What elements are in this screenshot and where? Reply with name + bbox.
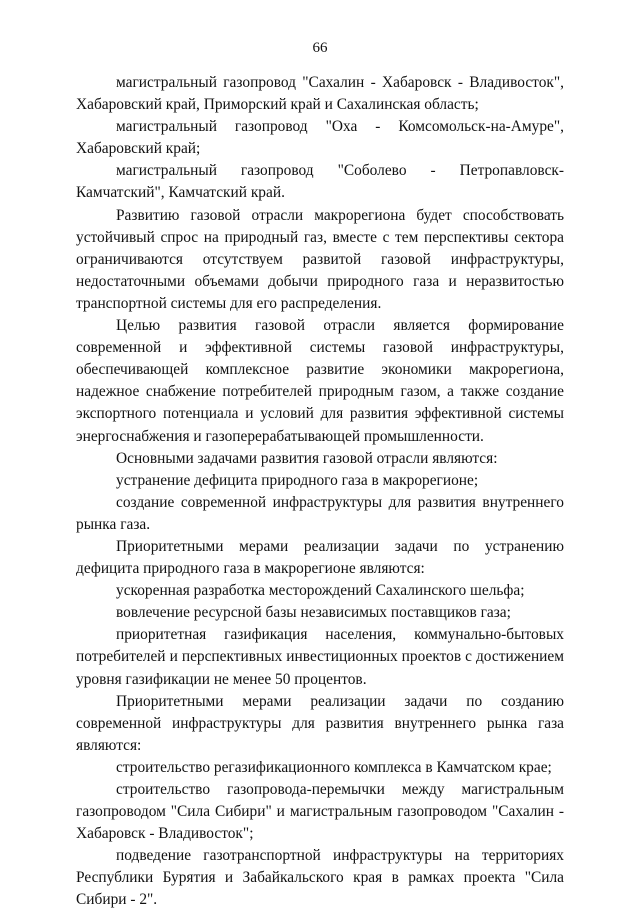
paragraph-infrastructure-measures-intro: Приоритетными мерами реализации задачи по созданию современной инфраструктуры для развития внутреннего рынка газа являются: xyxy=(76,692,564,754)
page-number: 66 xyxy=(312,40,328,56)
paragraph-pipeline-sakhalin: магистральный газопровод "Сахалин - Хабаровск - Владивосток", Хабаровский край, Приморский край и Сахалинская область; xyxy=(76,74,564,114)
paragraph-pipeline-okha: магистральный газопровод "Оха - Комсомольск-на-Амуре", Хабаровский край; xyxy=(76,118,564,158)
paragraph-measure-buryatia: подведение газотранспортной инфраструктуры на территориях Республики Бурятия и Забайкальского края в рамках проекта "Сила Сибири - 2". xyxy=(76,847,564,909)
paragraph-deficit-measures-intro: Приоритетными мерами реализации задачи по устранению дефицита природного газа в макрорегионе являются: xyxy=(76,537,564,578)
paragraph-main-tasks-intro: Основными задачами развития газовой отрасли являются: xyxy=(116,449,498,467)
paragraph-task-deficit: устранение дефицита природного газа в макрорегионе; xyxy=(116,471,479,489)
paragraph-pipeline-sobolevo: магистральный газопровод "Соболево - Петропавловск-Камчатский", Камчатский край. xyxy=(76,162,564,202)
document-body xyxy=(76,72,564,912)
paragraph-measure-shelf: ускоренная разработка месторождений Сахалинского шельфа; xyxy=(116,582,525,600)
paragraph-measure-interconnector: строительство газопровода-перемычки между магистральным газопроводом "Сила Сибири" и магистральным газопроводом "Сахалин - Хабаровск - Владивосток"; xyxy=(76,781,564,843)
paragraph-measure-regasification: строительство регазификационного комплекса в Камчатском крае; xyxy=(116,758,552,776)
paragraph-development-goal: Целью развития газовой отрасли является формирование современной и эффективной системы газовой инфраструктуры, обеспечивающей комплексное развитие экономики макрорегиона, надежное снабжение потребителей природным газом, а также создание экспортного потенциала и условий для развития эффективной системы энергоснабжения и газоперерабатывающей промышленности. xyxy=(76,317,564,445)
paragraph-task-infrastructure: создание современной инфраструктуры для развития внутреннего рынка газа. xyxy=(76,493,564,533)
paragraph-development-factors: Развитию газовой отрасли макрорегиона будет способствовать устойчивый спрос на природный газ, вместе с тем перспективы сектора ограничиваются отсутствуем развитой газовой инфраструктуры, недостаточными объемами добычи природного газа и неразвитостью транспортной системы для его распределения. xyxy=(76,206,564,312)
paragraph-measure-suppliers: вовлечение ресурсной базы независимых поставщиков газа; xyxy=(116,604,511,622)
paragraph-measure-gasification: приоритетная газификация населения, коммунально-бытовых потребителей и перспективных инвестиционных проектов с достижением уровня газификации не менее 50 процентов. xyxy=(76,626,564,688)
